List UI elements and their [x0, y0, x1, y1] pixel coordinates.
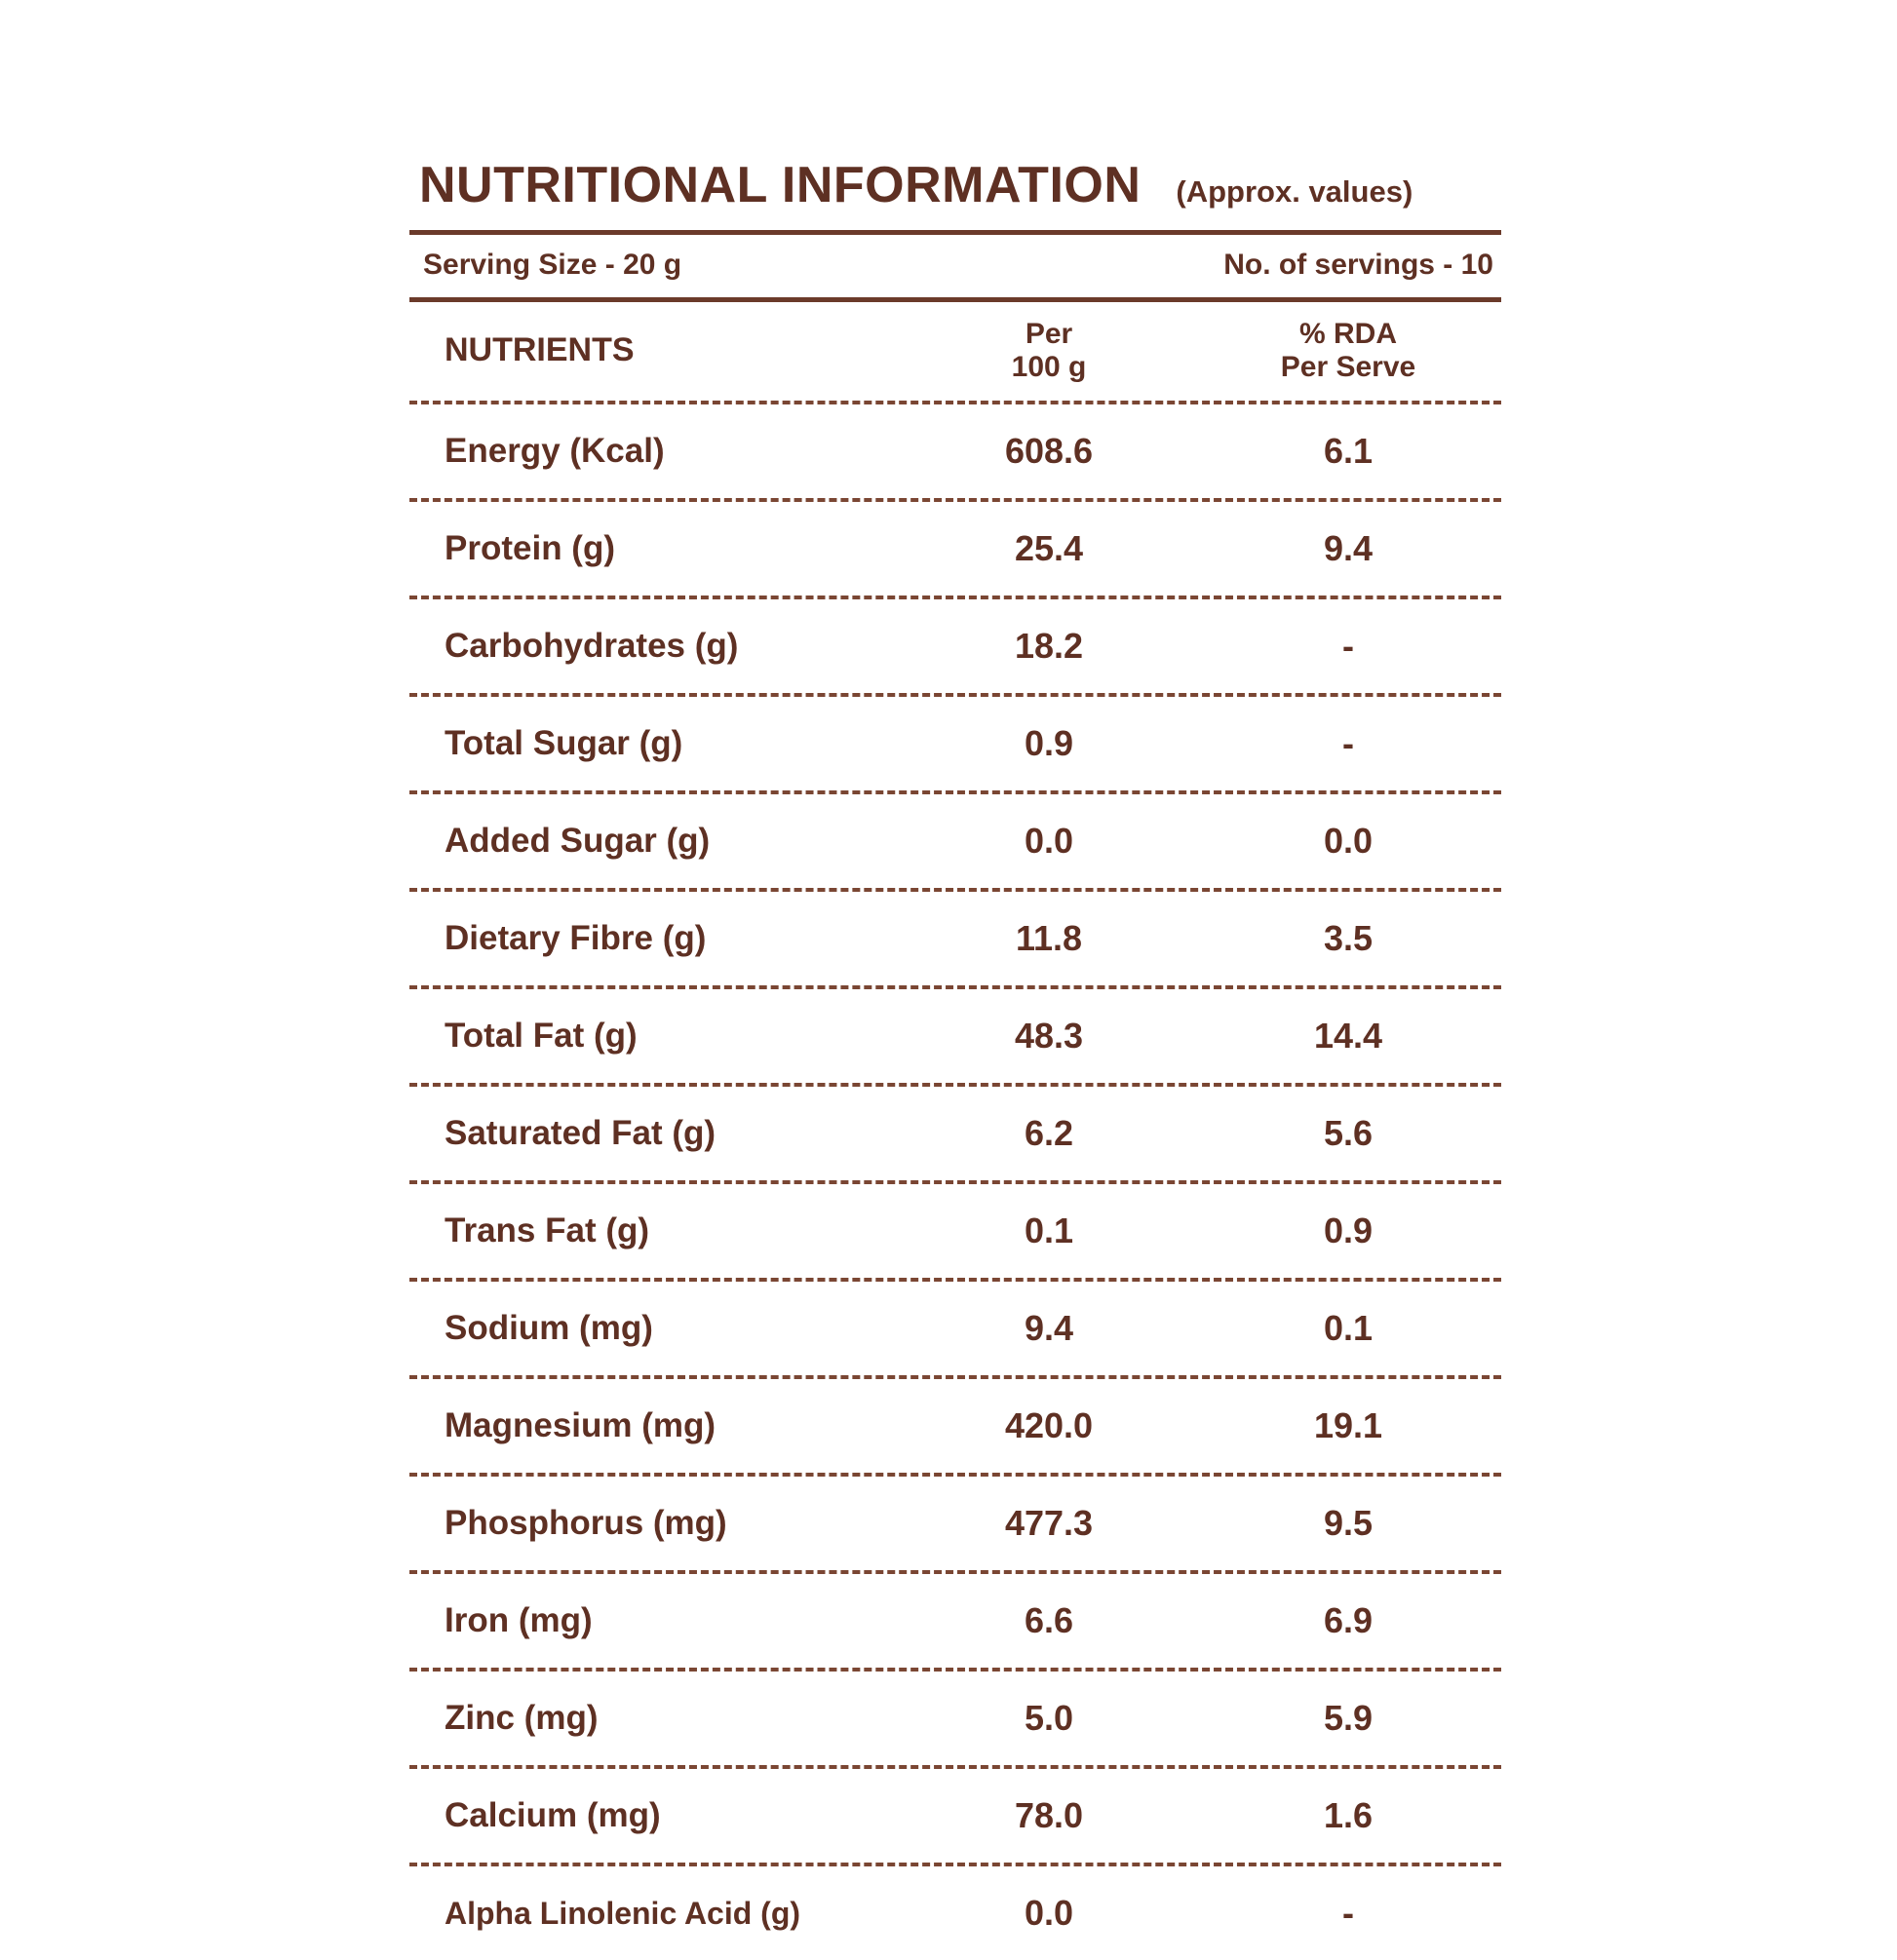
nutrient-per-100g: 6.2 — [1024, 1113, 1074, 1154]
nutrient-name: Sodium (mg) — [445, 1309, 653, 1348]
nutrient-rda-per-serve: 5.9 — [1323, 1698, 1374, 1739]
column-header-rda-line1: % RDA — [1298, 318, 1397, 350]
nutrient-per-100g: 11.8 — [1015, 918, 1083, 959]
nutrient-rda-per-serve: 0.9 — [1323, 1211, 1374, 1251]
column-header-per-100g — [903, 318, 1195, 383]
table-header-row — [409, 302, 1501, 401]
page-title: NUTRITIONAL INFORMATION — [419, 157, 1142, 213]
table-row — [409, 989, 1501, 1083]
nutrition-facts-panel — [409, 156, 1501, 1960]
column-header-per-100g-line1: Per — [1025, 318, 1073, 350]
nutrient-rda-per-serve: - — [1342, 1893, 1354, 1934]
nutrient-name: Phosphorus (mg) — [445, 1504, 727, 1543]
nutrient-rda-per-serve: 0.1 — [1323, 1308, 1374, 1349]
nutrient-rows — [409, 401, 1501, 1960]
nutrient-per-100g: 18.2 — [1014, 626, 1084, 667]
nutrient-rda-per-serve: 19.1 — [1313, 1405, 1383, 1446]
table-row — [409, 1282, 1501, 1375]
nutrient-name: Protein (g) — [445, 529, 615, 568]
nutrient-per-100g: 48.3 — [1014, 1016, 1084, 1057]
nutrient-rda-per-serve: 5.6 — [1323, 1113, 1374, 1154]
table-row — [409, 794, 1501, 888]
approx-values-note: (Approx. values) — [1176, 174, 1413, 209]
nutrient-per-100g: 78.0 — [1014, 1795, 1084, 1836]
nutrient-name: Total Fat (g) — [445, 1017, 638, 1056]
nutrient-per-100g: 6.6 — [1024, 1600, 1074, 1641]
nutrient-rda-per-serve: 0.0 — [1323, 821, 1374, 862]
nutrient-per-100g: 477.3 — [1004, 1503, 1094, 1544]
table-row — [409, 1379, 1501, 1473]
nutrient-rda-per-serve: - — [1342, 626, 1354, 667]
nutrient-name: Dietary Fibre (g) — [445, 919, 707, 958]
nutrient-name: Carbohydrates (g) — [445, 627, 739, 666]
nutrient-rda-per-serve: 14.4 — [1313, 1016, 1383, 1057]
nutrient-rda-per-serve: 6.9 — [1323, 1600, 1374, 1641]
servings-count-label: No. of servings - 10 — [1223, 249, 1493, 281]
nutrient-per-100g: 0.1 — [1024, 1211, 1074, 1251]
table-row — [409, 1769, 1501, 1863]
table-row — [409, 1087, 1501, 1180]
column-header-rda-line2: Per Serve — [1280, 350, 1416, 383]
column-header-rda — [1195, 318, 1501, 383]
table-row — [409, 404, 1501, 498]
table-row — [409, 599, 1501, 693]
nutrient-name: Energy (Kcal) — [445, 432, 665, 471]
table-row — [409, 892, 1501, 985]
nutrient-rda-per-serve: 6.1 — [1323, 431, 1374, 472]
nutrient-per-100g: 608.6 — [1004, 431, 1094, 472]
table-row — [409, 1184, 1501, 1278]
panel-header — [409, 156, 1501, 214]
nutrient-per-100g: 9.4 — [1024, 1308, 1074, 1349]
table-row — [409, 1672, 1501, 1765]
nutrient-name: Alpha Linolenic Acid (g) — [445, 1895, 801, 1931]
nutrient-per-100g: 0.9 — [1024, 723, 1074, 764]
nutrient-per-100g: 25.4 — [1014, 528, 1084, 569]
nutrient-rda-per-serve: 3.5 — [1323, 918, 1374, 959]
nutrient-rda-per-serve: 9.4 — [1323, 528, 1374, 569]
nutrient-per-100g: 5.0 — [1024, 1698, 1074, 1739]
table-row — [409, 697, 1501, 790]
nutrient-rda-per-serve: 1.6 — [1323, 1795, 1374, 1836]
nutrient-rda-per-serve: 9.5 — [1323, 1503, 1374, 1544]
nutrient-name: Magnesium (mg) — [445, 1406, 716, 1445]
column-header-per-100g-line2: 100 g — [1011, 350, 1087, 383]
nutrient-per-100g: 0.0 — [1024, 821, 1074, 862]
table-row — [409, 1866, 1501, 1960]
nutrient-name: Saturated Fat (g) — [445, 1114, 716, 1153]
serving-info-row — [409, 235, 1501, 297]
nutrient-name: Added Sugar (g) — [445, 822, 711, 861]
nutrient-name: Iron (mg) — [445, 1601, 593, 1640]
table-row — [409, 1477, 1501, 1570]
nutrient-per-100g: 0.0 — [1024, 1893, 1074, 1934]
column-header-nutrients: NUTRIENTS — [445, 331, 635, 369]
nutrient-name: Zinc (mg) — [445, 1699, 599, 1738]
serving-size-label: Serving Size - 20 g — [423, 249, 682, 281]
nutrient-name: Calcium (mg) — [445, 1796, 661, 1835]
table-row — [409, 1574, 1501, 1668]
nutrient-per-100g: 420.0 — [1004, 1405, 1094, 1446]
nutrient-name: Total Sugar (g) — [445, 724, 683, 763]
table-row — [409, 502, 1501, 596]
nutrient-rda-per-serve: - — [1342, 723, 1354, 764]
nutrient-name: Trans Fat (g) — [445, 1211, 650, 1250]
